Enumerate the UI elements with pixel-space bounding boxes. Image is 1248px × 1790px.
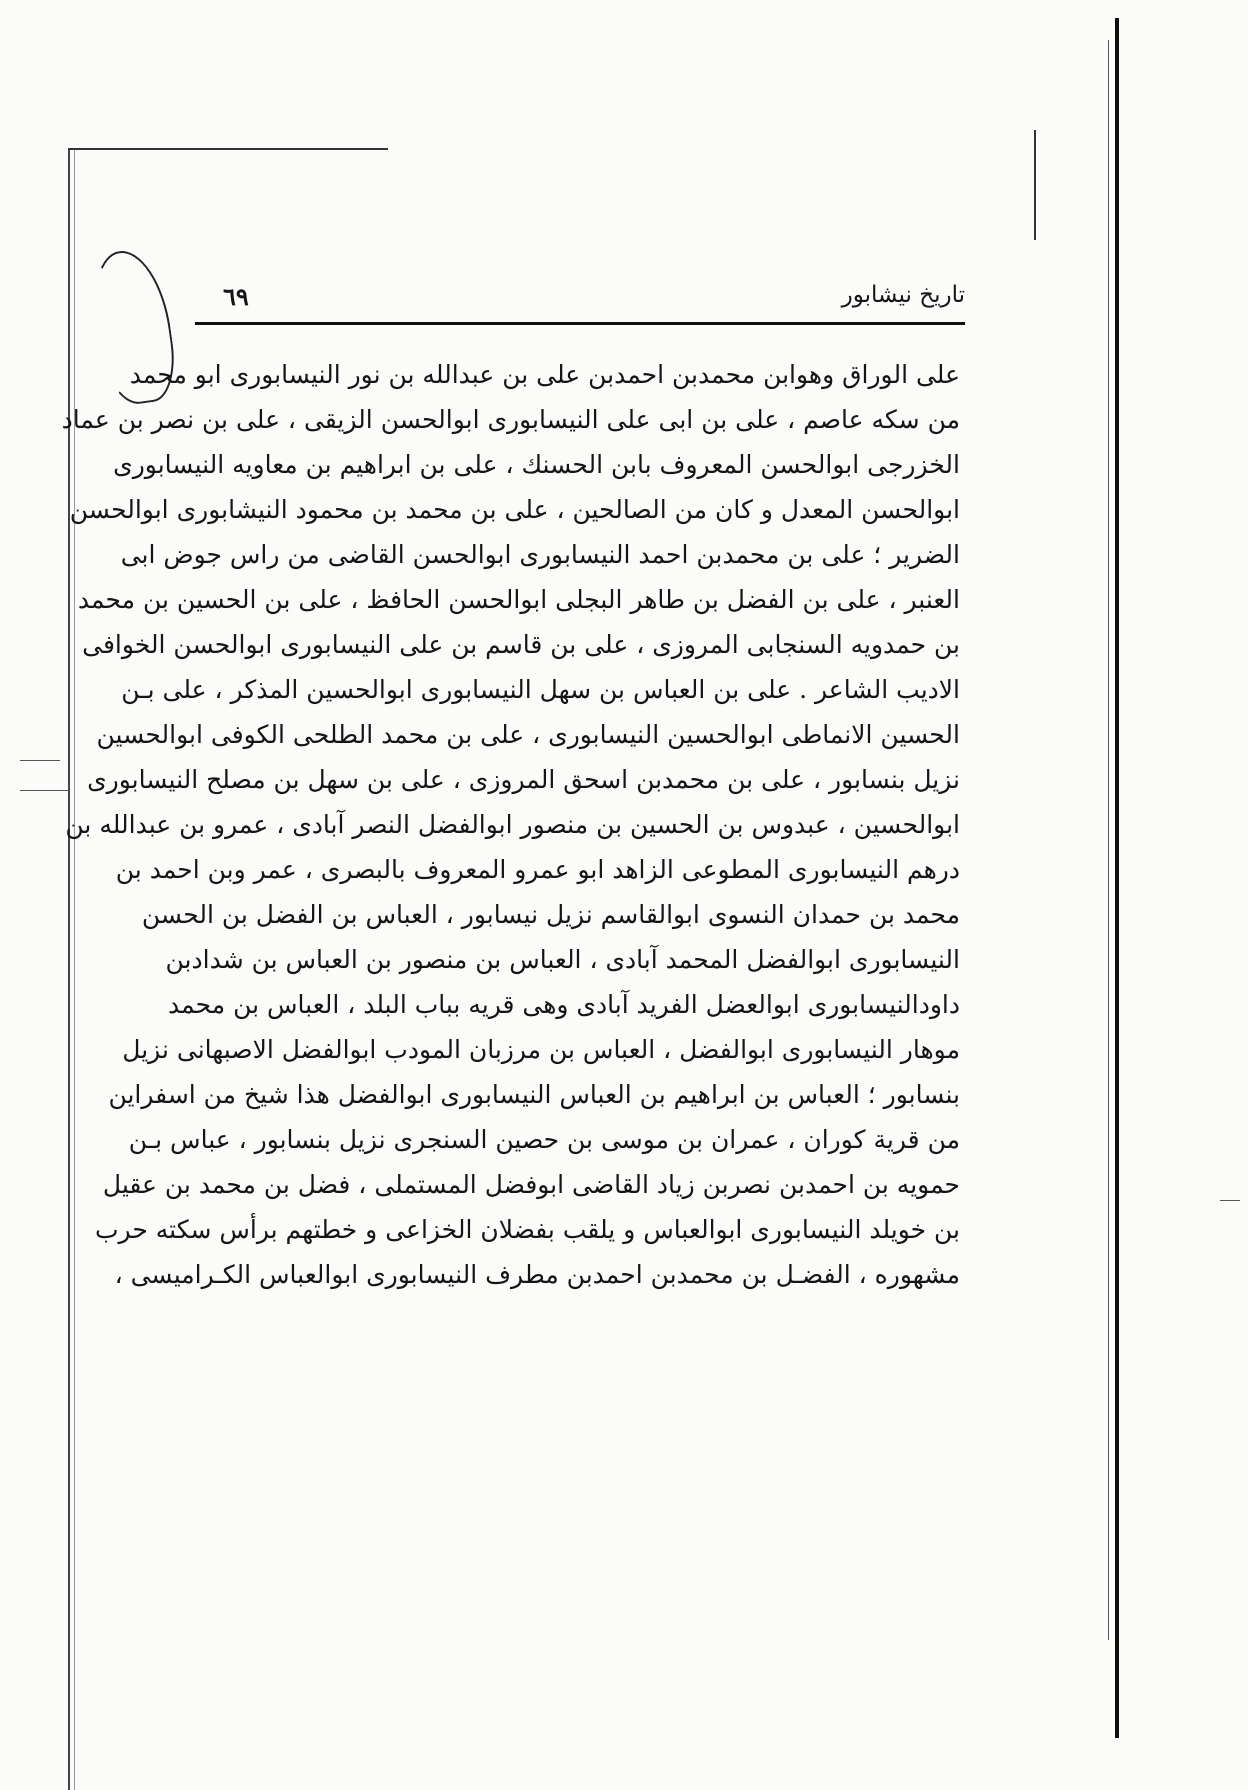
text-line: بن حمدویه السنجابی المروزی ، علی بن قاسم بن علی النیسابوری ابوالحسن الخوافی <box>82 630 960 659</box>
text-line: بن خویلد النیسابوری ابوالعباس و یلقب بفضلان الخزاعی و خطتهم برأس سکته حرب <box>95 1215 960 1244</box>
text-line: من قریة کوران ، عمران بن موسی بن حصین السنجری نزیل بنسابور ، عباس بـن <box>128 1125 960 1154</box>
text-line: موهار النیسابوری ابوالفضل ، العباس بن مرزبان المودب ابوالفضل الاصبهانی نزیل <box>122 1035 960 1064</box>
page-number: ٦٩ <box>223 282 249 311</box>
text-line: نزیل بنسابور ، علی بن محمدبن اسحق المروزی ، علی بن سهل بن مصلح النیسابوری <box>87 765 960 794</box>
text-line: ابوالحسین ، عبدوس بن الحسین بن منصور ابوالفضل النصر آبادی ، عمرو بن عبدالله بن <box>65 810 960 839</box>
text-line: محمد بن حمدان النسوی ابوالقاسم نزیل نیسابور ، العباس بن الفضل بن الحسن <box>141 900 960 929</box>
text-line: الحسین الانماطی ابوالحسین النیسابوری ، علی بن محمد الطلحی الکوفی ابوالحسین <box>96 720 960 749</box>
text-line: بنسابور ؛ العباس بن ابراهیم بن العباس النیسابوری ابوالفضل هذا شیخ من اسفراین <box>108 1080 960 1109</box>
text-line: الادیب الشاعر . علی بن العباس بن سهل النیسابوری ابوالحسین المذکر ، علی بـن <box>121 675 960 704</box>
text-line: ابوالحسن المعدل و کان من الصالحین ، علی بن محمد بن محمود النیشابوری ابوالحسن <box>69 495 960 524</box>
text-line: الخزرجی ابوالحسن المعروف بابن الحسنك ، علی بن ابراهیم بن معاویه النیسابوری <box>113 450 960 479</box>
page-fold-mark <box>1030 130 1036 240</box>
text-line: داودالنیسابوری ابوالعضل الفرید آبادی وهی قریه بباب البلد ، العباس بن محمد <box>168 990 960 1019</box>
scan-top-frame <box>68 148 388 150</box>
running-title: تاریخ نیشابور <box>841 282 965 308</box>
margin-tick <box>20 760 60 761</box>
header-rule <box>195 322 965 325</box>
margin-tick <box>1220 1200 1240 1201</box>
text-line: الضریر ؛ علی بن محمدبن احمد النیسابوری ابوالحسن القاضی من راس جوض ابی <box>120 540 960 569</box>
scan-left-edge-shadow <box>74 150 75 1790</box>
text-line: حمویه بن احمدبن نصربن زیاد القاضی ابوفضل المستملی ، فضل بن محمد بن عقیل <box>102 1170 960 1199</box>
page-header <box>195 262 965 322</box>
scan-left-edge <box>68 150 70 1790</box>
margin-tick <box>20 790 70 791</box>
text-line: علی الوراق وهوابن محمدبن احمدبن علی بن عبدالله بن نور النیسابوری ابو محمد <box>129 360 960 389</box>
body-text <box>61 352 960 1297</box>
scan-binding-edge <box>1115 18 1119 1738</box>
text-line: درهم النیسابوری المطوعی الزاهد ابو عمرو المعروف بالبصری ، عمر وبن احمد بن <box>115 855 960 884</box>
text-line: العنبر ، علی بن الفضل بن طاهر البجلی ابوالحسن الحافظ ، علی بن الحسین بن محمد <box>77 585 960 614</box>
text-line: من سکه عاصم ، علی بن ابی علی النیسابوری ابوالحسن الزیقی ، علی بن نصر بن عماد <box>61 405 960 434</box>
text-line: النیسابوری ابوالفضل المحمد آبادی ، العباس بن منصور بن العباس بن شدادبن <box>165 945 960 974</box>
text-line: مشهوره ، الفضـل بن محمدبن احمدبن مطرف النیسابوری ابوالعباس الکـرامیسی ، <box>114 1260 960 1289</box>
scan-binding-shadow <box>1108 40 1109 1640</box>
